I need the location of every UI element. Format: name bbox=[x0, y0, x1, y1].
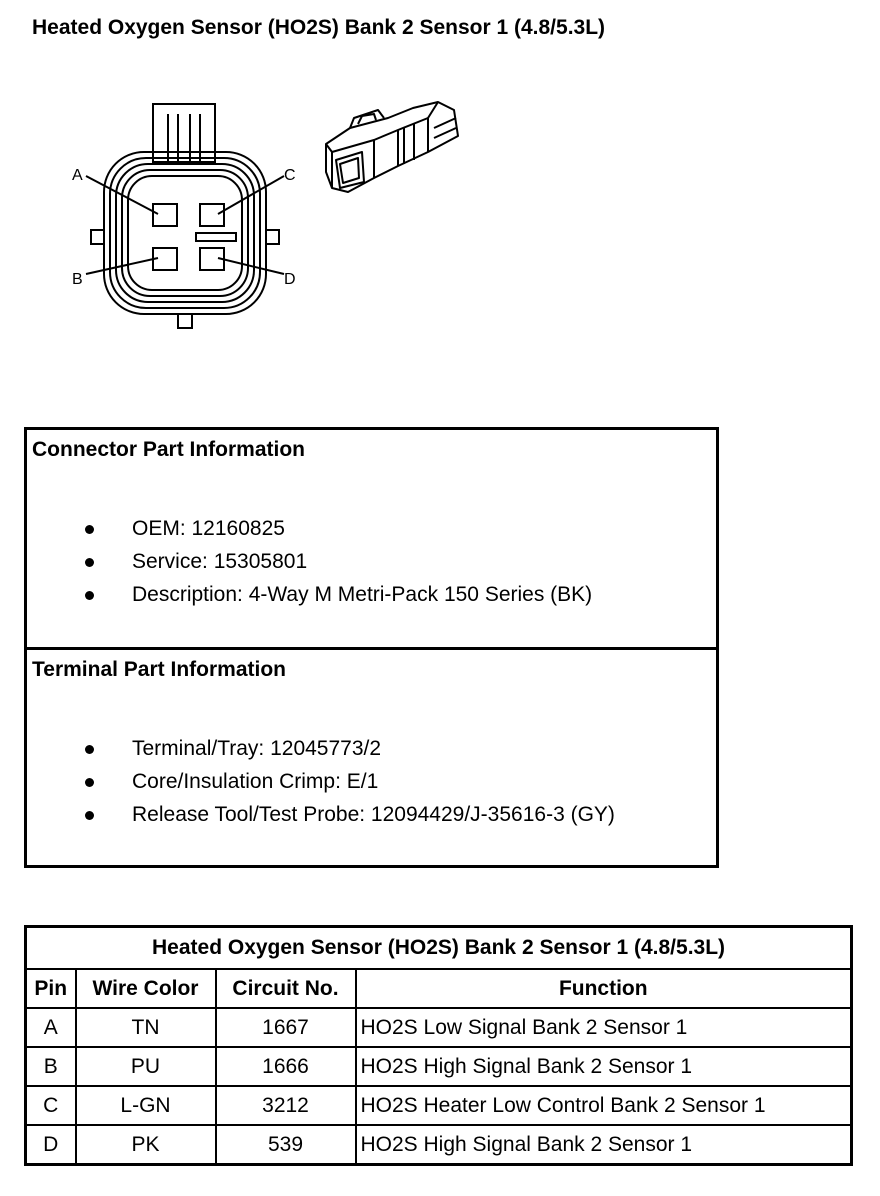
table-row bbox=[26, 1086, 852, 1125]
connector-part-info-list bbox=[27, 512, 592, 611]
crimp-text: Core/Insulation Crimp: E/1 bbox=[132, 770, 379, 793]
service-text: Service: 15305801 bbox=[132, 550, 308, 573]
bullet-icon bbox=[85, 525, 94, 534]
column-header-wire-color: Wire Color bbox=[76, 969, 216, 1008]
connector-part-info bbox=[27, 430, 716, 650]
pin-cell: C bbox=[26, 1086, 76, 1125]
connector-part-info-heading: Connector Part Information bbox=[32, 438, 306, 461]
connector-face-diagram bbox=[60, 90, 310, 340]
wire-color-cell: TN bbox=[76, 1008, 216, 1047]
list-item bbox=[27, 765, 615, 798]
circuit-cell: 539 bbox=[216, 1125, 356, 1165]
wire-color-cell: PU bbox=[76, 1047, 216, 1086]
part-info-box bbox=[24, 427, 719, 868]
function-cell: HO2S High Signal Bank 2 Sensor 1 bbox=[356, 1047, 852, 1086]
terminal-tray-text: Terminal/Tray: 12045773/2 bbox=[132, 737, 382, 760]
function-cell: HO2S Low Signal Bank 2 Sensor 1 bbox=[356, 1008, 852, 1047]
terminal-part-info bbox=[27, 650, 716, 865]
page-title: Heated Oxygen Sensor (HO2S) Bank 2 Sensor 1 (4.8/5.3L) bbox=[32, 16, 606, 39]
pin-table-header-row bbox=[26, 969, 852, 1008]
list-item bbox=[27, 512, 592, 545]
bullet-icon bbox=[85, 811, 94, 820]
pin-label-b: B bbox=[72, 271, 83, 288]
pin-cell: A bbox=[26, 1008, 76, 1047]
pin-label-d: D bbox=[284, 271, 296, 288]
oem-text: OEM: 12160825 bbox=[132, 517, 285, 540]
wire-color-cell: PK bbox=[76, 1125, 216, 1165]
function-cell: HO2S High Signal Bank 2 Sensor 1 bbox=[356, 1125, 852, 1165]
description-text: Description: 4-Way M Metri-Pack 150 Series (BK) bbox=[132, 583, 593, 606]
bullet-icon bbox=[85, 558, 94, 567]
pin-label-a: A bbox=[72, 167, 83, 184]
list-item bbox=[27, 732, 615, 765]
bullet-icon bbox=[85, 745, 94, 754]
table-row bbox=[26, 1125, 852, 1165]
wire-color-cell: L-GN bbox=[76, 1086, 216, 1125]
terminal-part-info-list bbox=[27, 732, 615, 831]
column-header-circuit-no: Circuit No. bbox=[216, 969, 356, 1008]
bullet-icon bbox=[85, 778, 94, 787]
circuit-cell: 1667 bbox=[216, 1008, 356, 1047]
table-row bbox=[26, 1047, 852, 1086]
bullet-icon bbox=[85, 591, 94, 600]
pin-cell: D bbox=[26, 1125, 76, 1165]
pin-table bbox=[24, 925, 853, 1166]
function-cell: HO2S Heater Low Control Bank 2 Sensor 1 bbox=[356, 1086, 852, 1125]
circuit-cell: 1666 bbox=[216, 1047, 356, 1086]
list-item bbox=[27, 798, 615, 831]
connector-perspective-diagram bbox=[318, 88, 468, 208]
column-header-function: Function bbox=[356, 969, 852, 1008]
list-item bbox=[27, 545, 592, 578]
pin-label-c: C bbox=[284, 167, 296, 184]
release-tool-text: Release Tool/Test Probe: 12094429/J-35616-3 (GY) bbox=[132, 803, 615, 826]
terminal-part-info-heading: Terminal Part Information bbox=[32, 658, 286, 681]
column-header-pin: Pin bbox=[26, 969, 76, 1008]
pin-table-caption: Heated Oxygen Sensor (HO2S) Bank 2 Sensor 1 (4.8/5.3L) bbox=[26, 927, 852, 970]
list-item bbox=[27, 578, 592, 611]
pin-cell: B bbox=[26, 1047, 76, 1086]
circuit-cell: 3212 bbox=[216, 1086, 356, 1125]
table-row bbox=[26, 1008, 852, 1047]
